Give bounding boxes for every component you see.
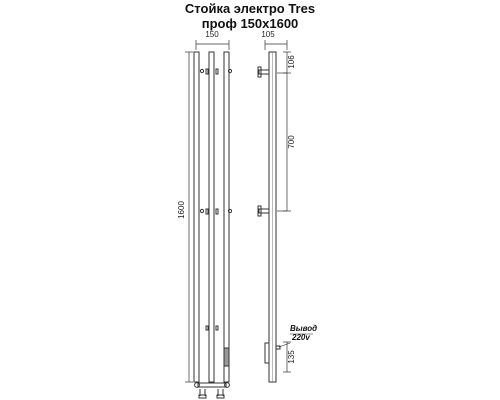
upper-mounts <box>200 69 231 74</box>
outlet-note <box>279 324 317 347</box>
side-top-offset-value: 106 <box>287 55 296 69</box>
outlet-label: Вывод <box>290 324 318 333</box>
drawing-title-line-2: проф 150x1600 <box>201 16 299 31</box>
side-depth-dimension <box>265 40 287 50</box>
side-span-value: 700 <box>287 135 296 149</box>
bottom-plan-view <box>195 383 230 398</box>
outlet-leader-line <box>279 343 290 347</box>
tube-middle <box>209 52 214 382</box>
side-bottom-offset-value: 135 <box>287 350 296 364</box>
tube-right <box>224 52 229 382</box>
front-height-value: 1600 <box>177 201 186 219</box>
side-middle-bracket <box>258 206 269 216</box>
heating-element <box>224 348 229 366</box>
side-dimension-chain <box>277 52 291 372</box>
middle-mounts <box>200 209 231 214</box>
tube-left <box>194 52 199 382</box>
front-height-dimension <box>185 52 193 382</box>
front-view <box>177 30 232 398</box>
voltage-label: 220v <box>292 333 310 342</box>
drawing-title-line-1: Стойка электро Tres <box>184 1 316 16</box>
side-top-bracket <box>258 67 269 77</box>
lower-clips <box>206 326 218 330</box>
front-width-value: 150 <box>205 30 219 39</box>
side-depth-value: 105 <box>261 30 275 39</box>
front-width-dimension <box>196 40 229 50</box>
